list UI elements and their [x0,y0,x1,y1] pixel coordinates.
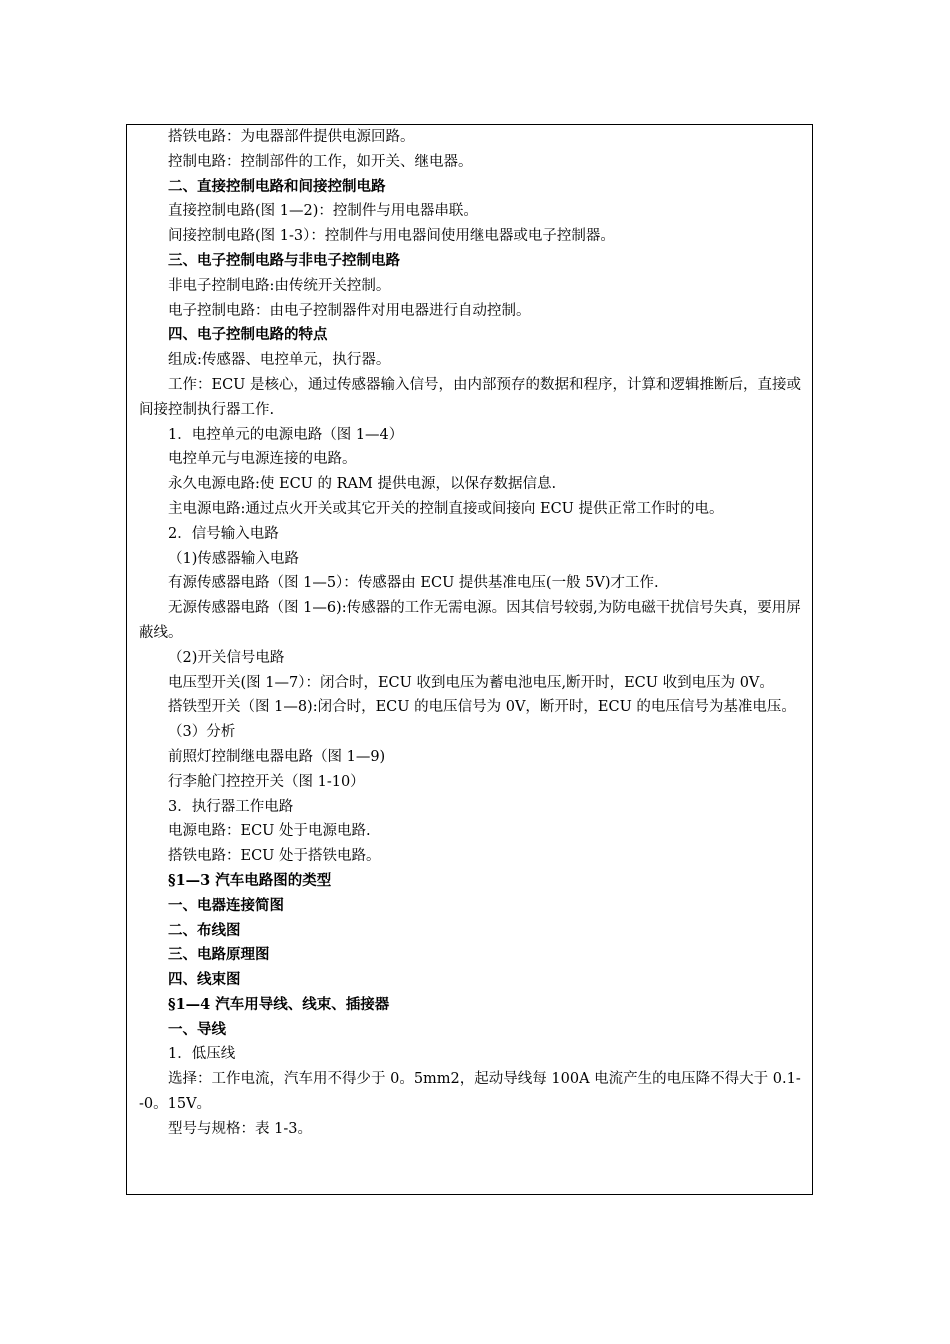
paragraph: 电子控制电路：由电子控制器件对用电器进行自动控制。 [168,302,531,319]
paragraph: 控制电路：控制部件的工作，如开关、继电器。 [168,153,473,170]
paragraph: 非电子控制电路:由传统开关控制。 [168,277,391,294]
paragraph: 主电源电路:通过点火开关或其它开关的控制直接或间接向 ECU 提供正常工作时的电。 [168,500,724,517]
section-heading: 四、线束图 [168,971,241,989]
paragraph: 间接控制电路(图 1-3）：控制件与用电器间使用继电器或电子控制器。 [168,228,615,245]
content-frame [126,124,813,1195]
section-heading: 三、电子控制电路与非电子控制电路 [168,251,400,269]
section-heading: 一、导线 [168,1020,226,1038]
paragraph: 搭铁电路：为电器部件提供电源回路。 [168,129,415,145]
paragraph: 电源电路：ECU 处于电源电路. [168,823,371,840]
paragraph: 搭铁电路：ECU 处于搭铁电路。 [168,848,381,865]
paragraph: 前照灯控制继电器电路（图 1—9) [168,748,386,765]
paragraph: 电控单元与电源连接的电路。 [168,451,357,468]
section-heading: 三、电路原理图 [168,946,270,964]
paragraph: （3）分析 [168,724,236,741]
paragraph: 工作：ECU 是核心，通过传感器输入信号，由内部预存的数据和程序，计算和逻辑推断后，直接或间接控制执行器工作. [139,376,802,418]
paragraph: 2．信号输入电路 [168,525,279,542]
document-body [139,125,804,1142]
paragraph: 搭铁型开关（图 1—8):闭合时，ECU 的电压信号为 0V，断开时，ECU 的电压信号为基准电压。 [168,699,796,716]
section-heading: 二、直接控制电路和间接控制电路 [168,177,386,195]
section-heading: 一、电器连接简图 [168,896,284,914]
section-heading: §1—3 汽车电路图的类型 [168,871,332,889]
paragraph: 型号与规格：表 1-3。 [168,1120,312,1137]
paragraph: （1)传感器输入电路 [168,550,299,567]
paragraph: 无源传感器电路（图 1—6):传感器的工作无需电源。因其信号较弱,为防电磁干扰信号失真，要用屏蔽线。 [139,600,801,641]
paragraph: 有源传感器电路（图 1—5）：传感器由 ECU 提供基准电压(一般 5V)才工作. [168,575,659,592]
paragraph: 组成:传感器、电控单元，执行器。 [168,352,391,369]
paragraph: 直接控制电路(图 1—2)：控制件与用电器串联。 [168,203,478,220]
section-heading: 二、布线图 [168,921,241,939]
paragraph: 选择：工作电流，汽车用不得少于 0。5mm2，起动导线每 100A 电流产生的电压降不得大于 0.1--0。15V。 [139,1071,801,1113]
paragraph: （2)开关信号电路 [168,649,285,666]
paragraph: 电压型开关(图 1—7）：闭合时，ECU 收到电压为蓄电池电压,断开时，ECU 收到电压为 0V。 [168,674,774,691]
section-heading: 四、电子控制电路的特点 [168,326,328,344]
paragraph: 3．执行器工作电路 [168,798,294,815]
paragraph: 永久电源电路:使 ECU 的 RAM 提供电源，以保存数据信息. [168,476,557,493]
section-heading: §1—4 汽车用导线、线束、插接器 [168,995,390,1013]
paragraph: 行李舱门控控开关（图 1-10） [168,773,365,790]
paragraph: 1．低压线 [168,1046,236,1063]
paragraph: 1．电控单元的电源电路（图 1—4） [168,426,404,443]
